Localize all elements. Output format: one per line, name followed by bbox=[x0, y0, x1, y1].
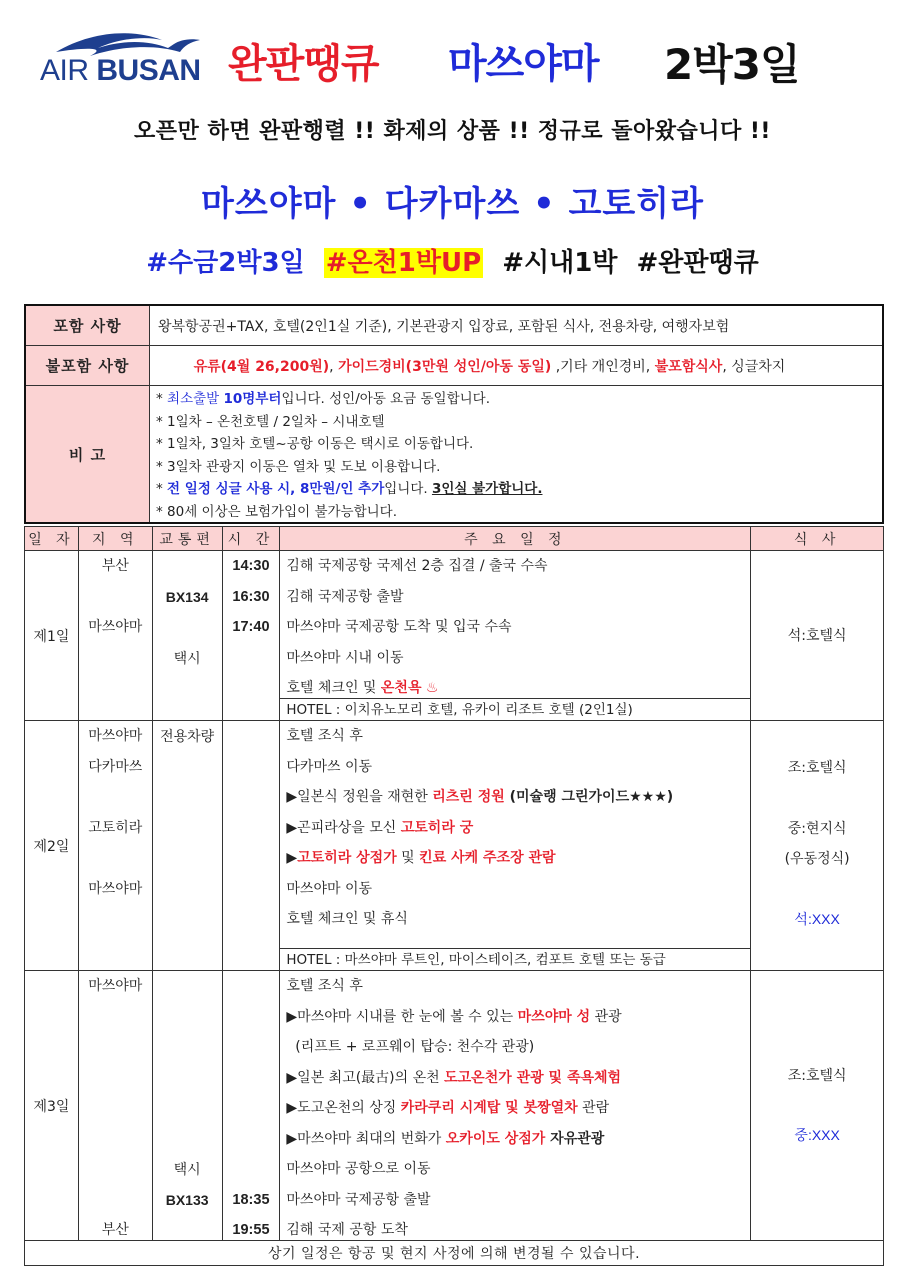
transport bbox=[153, 612, 222, 643]
hashtag: #완판땡큐 bbox=[636, 248, 759, 278]
day-1-regions bbox=[79, 551, 153, 720]
itinerary-item: ▶곤피라상을 모신 고토히라 궁 bbox=[286, 819, 474, 836]
time: 14:30 bbox=[232, 558, 270, 574]
note-line: * 3일차 관광지 이동은 열차 및 도보 이용합니다. bbox=[156, 458, 441, 475]
day-3-meals bbox=[751, 971, 883, 1240]
day-label: 제3일 bbox=[25, 971, 79, 1240]
subtitle: 오픈만 하면 완판행렬 !! 화제의 상품 !! 정규로 돌아왔습니다 !! bbox=[134, 119, 771, 144]
hotel-info: HOTEL : 이치유노모리 호텔, 유카이 리조트 호텔 (2인1실) bbox=[280, 698, 750, 720]
itinerary-item: 김해 국제공항 국제선 2층 집결 / 출국 수속 bbox=[286, 558, 548, 574]
region: 고토히라 bbox=[88, 819, 143, 836]
meal: 조:호텔식 bbox=[787, 760, 847, 776]
region: 마쓰야마 bbox=[88, 728, 143, 744]
note-line: * 1일차 – 온천호텔 / 2일차 – 시내호텔 bbox=[156, 413, 385, 430]
itinerary-item: 호텔 조식 후 bbox=[286, 728, 363, 744]
hashtag-highlight: #온천1박UP bbox=[325, 248, 482, 278]
itinerary-item: 마쓰야마 이동 bbox=[286, 880, 373, 897]
header-meals: 식 사 bbox=[793, 531, 841, 548]
header-region: 지 역 bbox=[79, 527, 153, 550]
itinerary-item: 호텔 체크인 및 온천욕 ♨ bbox=[286, 680, 439, 696]
day-3-transport bbox=[153, 971, 223, 1240]
region bbox=[79, 582, 152, 613]
region bbox=[79, 782, 152, 813]
title-duration: 2박3일 bbox=[664, 40, 800, 89]
itinerary-item: 마쓰야마 국제공항 도착 및 입국 수속 bbox=[286, 619, 512, 635]
day-2-transport bbox=[153, 721, 223, 970]
included-label: 포함 사항 bbox=[26, 306, 150, 345]
transport bbox=[153, 551, 222, 582]
day-3-itinerary bbox=[280, 971, 751, 1240]
day-3-regions bbox=[79, 971, 153, 1240]
included-content: 왕복항공권+TAX, 호텔(2인1실 기준), 기본관광지 입장료, 포함된 식사, 전용차량, 여행자보험 bbox=[158, 318, 730, 335]
route: 마쓰야마 • 다카마쓰 • 고토히라 bbox=[201, 184, 704, 224]
itinerary-item: (리프트 + 로프웨이 탑승: 천수각 관광) bbox=[286, 1039, 535, 1055]
info-table bbox=[24, 304, 884, 524]
time: 18:35 bbox=[232, 1191, 270, 1208]
transport: 택시 bbox=[173, 649, 201, 666]
footer-note: 상기 일정은 항공 및 현지 사정에 의해 변경될 수 있습니다. bbox=[267, 1246, 641, 1262]
air-busan-logo bbox=[40, 26, 220, 90]
meal: 석:XXX bbox=[794, 911, 840, 927]
itinerary-item: 마쓰야마 국제공항 출발 bbox=[286, 1191, 431, 1208]
header bbox=[0, 0, 905, 300]
day-2-row bbox=[25, 721, 883, 971]
logo-wordmark: AIR BUSAN bbox=[40, 54, 201, 87]
flight-number: BX133 bbox=[165, 1191, 209, 1208]
day-1-row bbox=[25, 551, 883, 721]
schedule-header bbox=[25, 527, 883, 551]
meal: 중:현지식 bbox=[787, 821, 847, 837]
excluded-content: 유류(4월 26,200원), 가이드경비(3만원 성인/아동 동일) ,기타 개인경비, 불포함식사, 싱글차지 bbox=[193, 358, 786, 375]
itinerary-item: ▶도고온천의 상징 카라쿠리 시계탑 및 봇짱열차 관람 bbox=[286, 1100, 610, 1116]
title-blue: 마쓰야마 bbox=[448, 41, 599, 87]
itinerary-item: ▶일본 최고(最古)의 온천 도고온천가 관광 및 족욕체험 bbox=[286, 1069, 622, 1086]
day-3-times bbox=[223, 971, 281, 1240]
note-line: * 1일차, 3일차 호텔~공항 이동은 택시로 이동합니다. bbox=[156, 436, 474, 452]
header-time: 시 간 bbox=[223, 527, 281, 550]
notes-label: 비 고 bbox=[26, 386, 150, 522]
title-red: 완판땡큐 bbox=[228, 41, 379, 87]
region bbox=[79, 843, 152, 874]
itinerary-item: 다카마쓰 이동 bbox=[286, 758, 373, 775]
header-date: 일 자 bbox=[25, 527, 79, 550]
day-1-meals bbox=[751, 551, 883, 720]
region: 마쓰야마 bbox=[88, 978, 143, 994]
hashtags bbox=[0, 242, 905, 279]
region: 마쓰야마 bbox=[88, 619, 143, 635]
itinerary-item: ▶마쓰야마 최대의 번화가 오카이도 상점가 자유관광 bbox=[286, 1130, 605, 1147]
header-transport: 교통편 bbox=[153, 527, 223, 550]
meal: 석:호텔식 bbox=[787, 628, 847, 644]
region: 부산 bbox=[101, 558, 129, 574]
note-line: * 최소출발 10명부터입니다. 성인/아동 요금 동일합니다. bbox=[156, 391, 491, 407]
time: 19:55 bbox=[232, 1222, 270, 1238]
schedule-table bbox=[24, 526, 884, 1266]
itinerary-item: ▶마쓰야마 시내를 한 눈에 볼 수 있는 마쓰야마 성 관광 bbox=[286, 1008, 622, 1025]
region: 부산 bbox=[101, 1222, 129, 1238]
note-line: * 전 일정 싱글 사용 시, 8만원/인 추가입니다. 3인실 불가합니다. bbox=[156, 481, 543, 497]
day-2-meals bbox=[751, 721, 883, 970]
transport: 택시 bbox=[173, 1161, 201, 1177]
meal: 조:호텔식 bbox=[787, 1068, 847, 1084]
region: 다카마쓰 bbox=[88, 758, 143, 775]
itinerary-item: 마쓰야마 공항으로 이동 bbox=[286, 1161, 431, 1177]
itinerary-item: 김해 국제공항 출발 bbox=[286, 588, 404, 605]
day-2-itinerary bbox=[280, 721, 751, 970]
day-1-times bbox=[223, 551, 281, 720]
itinerary-item: 마쓰야마 시내 이동 bbox=[286, 649, 404, 666]
hotel-info: HOTEL : 마쓰야마 루트인, 마이스테이즈, 컴포트 호텔 또는 동급 bbox=[280, 948, 750, 970]
time: 17:40 bbox=[232, 619, 270, 635]
day-label: 제1일 bbox=[25, 551, 79, 720]
excluded-label: 불포함 사항 bbox=[26, 346, 150, 385]
note-line: * 80세 이상은 보험가입이 불가능합니다. bbox=[156, 503, 397, 520]
day-2-regions bbox=[79, 721, 153, 970]
day-3-row bbox=[25, 971, 883, 1241]
hashtag: #시내1박 bbox=[502, 248, 618, 278]
itinerary-item: 호텔 조식 후 bbox=[286, 978, 363, 994]
hot-spring-icon: ♨ bbox=[421, 680, 439, 696]
excluded-row bbox=[26, 346, 882, 386]
itinerary-item: ▶고토히라 상점가 및 킨료 사케 주조장 관람 bbox=[286, 850, 556, 866]
notes-content bbox=[150, 386, 882, 522]
flight-number: BX134 bbox=[165, 588, 209, 605]
header-itinerary: 주 요 일 정 bbox=[280, 527, 751, 550]
day-2-times bbox=[223, 721, 281, 970]
day-1-itinerary bbox=[280, 551, 751, 720]
itinerary-item: 호텔 체크인 및 휴식 bbox=[286, 911, 408, 927]
meal: (우동정식) bbox=[784, 851, 850, 867]
hashtag: #수금2박3일 bbox=[146, 248, 305, 278]
itinerary-item: ▶일본식 정원을 재현한 리츠린 정원 (미슐랭 그린가이드★★★) bbox=[286, 789, 674, 805]
itinerary-item: 김해 국제 공항 도착 bbox=[286, 1222, 408, 1238]
day-label: 제2일 bbox=[25, 721, 79, 970]
meal: 중:XXX bbox=[794, 1127, 840, 1143]
notes-row bbox=[26, 386, 882, 522]
day-1-transport bbox=[153, 551, 223, 720]
transport: 전용차량 bbox=[160, 728, 215, 744]
region: 마쓰야마 bbox=[88, 880, 143, 897]
time: 16:30 bbox=[232, 588, 270, 605]
